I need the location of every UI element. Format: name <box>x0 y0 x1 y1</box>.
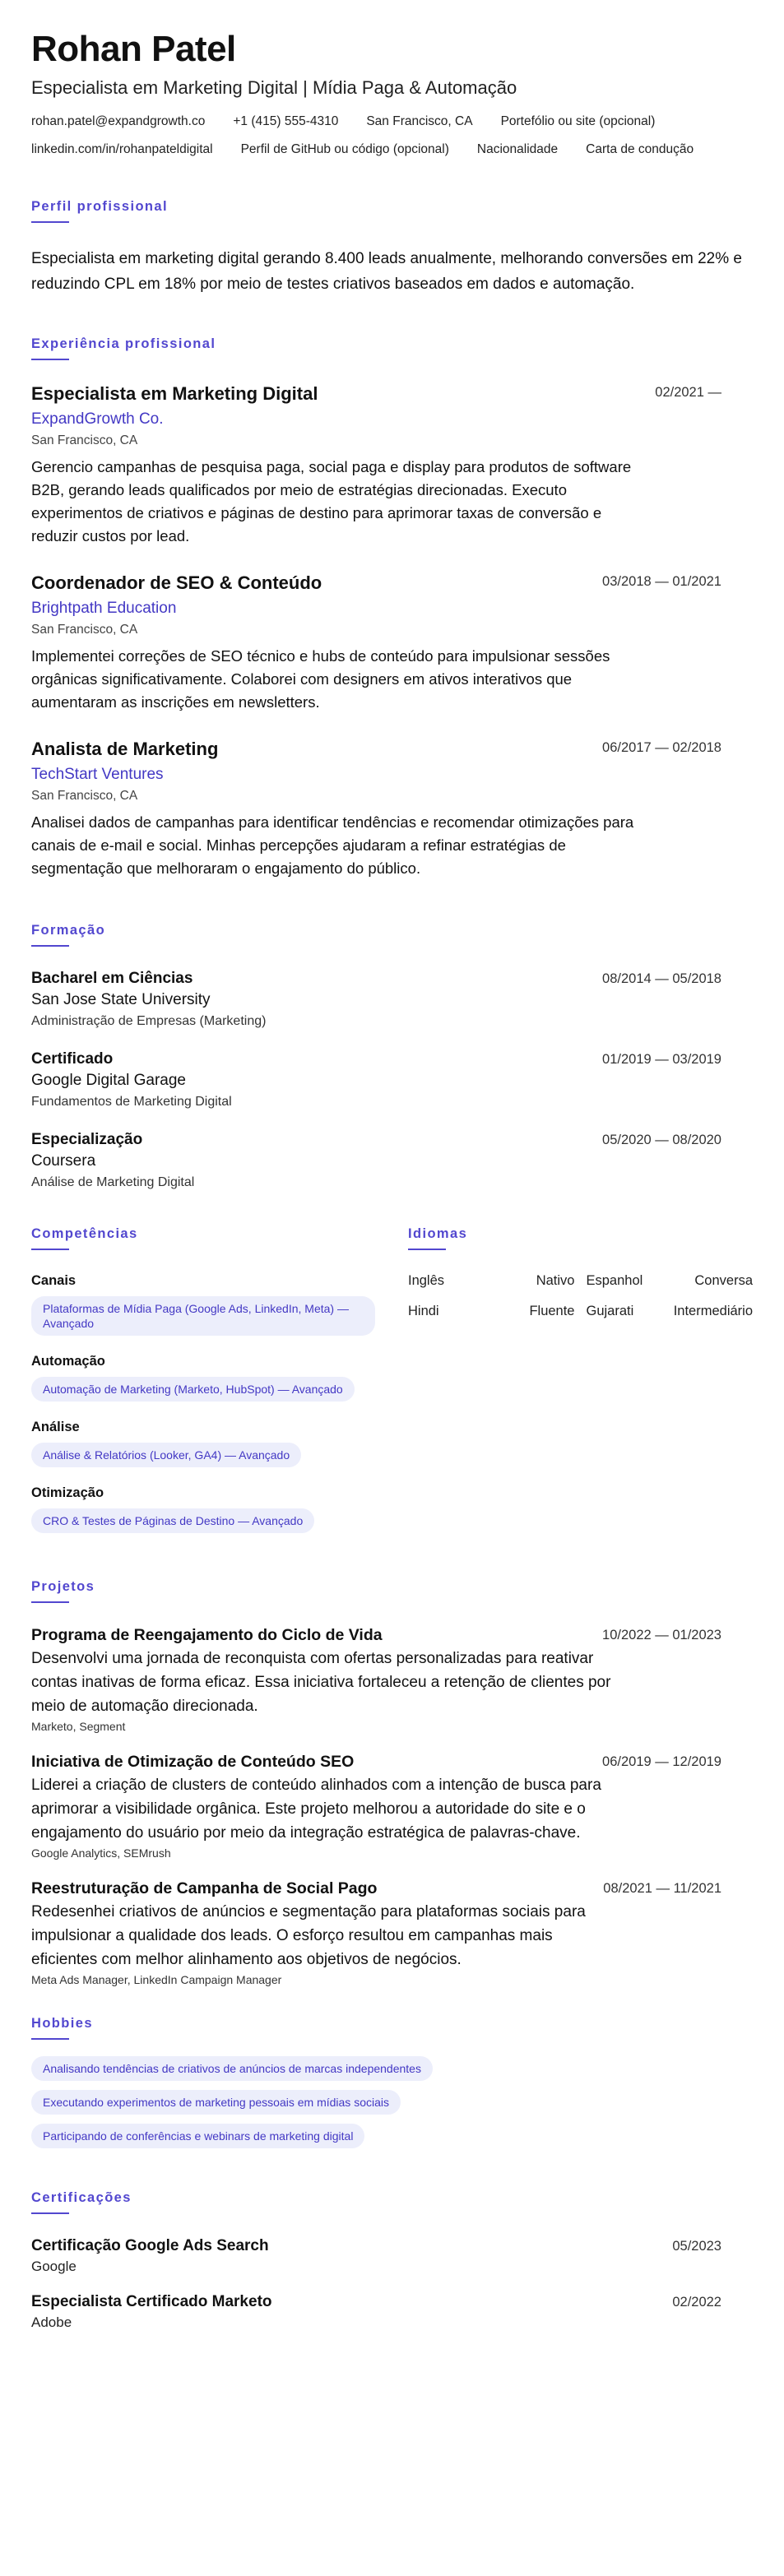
projects-section <box>31 1579 753 1986</box>
hobby-chip: Executando experimentos de marketing pessoais em mídias sociais <box>31 2090 401 2115</box>
experience-item <box>31 383 753 548</box>
section-divider <box>31 1249 69 1250</box>
language-item <box>408 1304 575 1319</box>
skill-chip: CRO & Testes de Páginas de Destino — Avançado <box>31 1508 314 1533</box>
skill-chip: Análise & Relatórios (Looker, GA4) — Avançado <box>31 1443 301 1467</box>
education-item <box>31 1131 753 1190</box>
job-description: Gerencio campanhas de pesquisa paga, social paga e display para produtos de software B2B, gerando leads qualificados por meio de estratégias direcionadas. Executo experimentos de criativos e páginas de destino para aprimorar taxas de conversão e reduzir custos por lead. <box>31 458 632 545</box>
education-dates: 05/2020 — 08/2020 <box>602 1133 721 1148</box>
project-item <box>31 1879 753 1986</box>
section-title: Perfil profissional <box>31 199 168 215</box>
skill-group <box>31 1485 408 1533</box>
skill-group <box>31 1354 408 1402</box>
project-dates: 06/2019 — 12/2019 <box>602 1754 721 1770</box>
resume-header <box>31 30 753 169</box>
education-dates: 08/2014 — 05/2018 <box>602 971 721 987</box>
project-description: Liderei a criação de clusters de conteúdo alinhados com a intenção de busca para aprimorar a visibilidade orgânica. Este projeto melhorou a autoridade do site e o engajamento do usuário por meio da integração estratégica de palavras-chave. <box>31 1777 601 1842</box>
language-level: Intermediário <box>673 1304 753 1319</box>
contact-email[interactable]: rohan.patel@expandgrowth.co <box>31 114 206 129</box>
contact-driving-license: Carta de condução <box>586 142 694 157</box>
project-dates: 10/2022 — 01/2023 <box>602 1628 721 1643</box>
skill-category: Análise <box>31 1420 80 1435</box>
hobby-list <box>31 2056 753 2157</box>
project-item <box>31 1753 753 1860</box>
school-name: Google Digital Garage <box>31 1072 186 1090</box>
certification-item <box>31 2293 753 2331</box>
skill-group <box>31 1420 408 1467</box>
hobby-chip: Analisando tendências de criativos de anúncios de marcas independentes <box>31 2056 433 2081</box>
company-name[interactable]: TechStart Ventures <box>31 766 164 784</box>
certification-issuer: Adobe <box>31 2314 72 2331</box>
skills-section <box>31 1226 408 1551</box>
degree: Especialização <box>31 1131 143 1149</box>
school-name: San Jose State University <box>31 991 211 1009</box>
language-level: Nativo <box>536 1273 575 1289</box>
school-name: Coursera <box>31 1152 96 1170</box>
section-divider <box>408 1249 446 1250</box>
company-name[interactable]: Brightpath Education <box>31 600 177 618</box>
contact-list <box>31 114 739 169</box>
experience-section <box>31 336 753 880</box>
experience-item <box>31 572 753 714</box>
project-dates: 08/2021 — 11/2021 <box>603 1881 721 1897</box>
project-title: Programa de Reengajamento do Ciclo de Vida <box>31 1626 383 1645</box>
certification-item <box>31 2237 753 2275</box>
languages-section <box>408 1226 753 1551</box>
section-title: Formação <box>31 923 106 938</box>
project-title: Reestruturação de Campanha de Social Pago <box>31 1879 378 1898</box>
skill-category: Automação <box>31 1354 105 1369</box>
company-name[interactable]: ExpandGrowth Co. <box>31 410 164 429</box>
section-title: Certificações <box>31 2190 132 2206</box>
certification-date: 02/2022 <box>672 2295 721 2310</box>
skill-category: Otimização <box>31 1485 104 1501</box>
field-of-study: Análise de Marketing Digital <box>31 1175 195 1190</box>
job-location: San Francisco, CA <box>31 789 138 804</box>
job-location: San Francisco, CA <box>31 433 138 448</box>
certifications-section <box>31 2190 753 2331</box>
contact-nationality: Nacionalidade <box>476 142 559 157</box>
job-description: Analisei dados de campanhas para identificar tendências e recomendar otimizações para canais de e-mail e social. Minhas percepções ajudaram a refinar estratégias de segmentação que melhoraram o engajamento do público. <box>31 813 634 878</box>
certification-date: 05/2023 <box>672 2239 721 2254</box>
section-title: Experiência profissional <box>31 336 216 352</box>
section-divider <box>31 359 69 360</box>
language-name: Gujarati <box>586 1304 634 1319</box>
skill-chip: Plataformas de Mídia Paga (Google Ads, LinkedIn, Meta) — Avançado <box>31 1296 375 1336</box>
section-divider <box>31 2212 69 2214</box>
project-description: Desenvolvi uma jornada de reconquista com ofertas personalizadas para reativar contas inativas de forma eficaz. Essa iniciativa fortaleceu a retenção de clientes por meio de automação direcionada. <box>31 1650 611 1716</box>
job-location: San Francisco, CA <box>31 623 138 637</box>
project-tools: Meta Ads Manager, LinkedIn Campaign Manager <box>31 1973 282 1987</box>
hobbies-section <box>31 2016 753 2157</box>
education-section <box>31 923 753 1190</box>
contact-phone[interactable]: +1 (415) 555-4310 <box>233 114 339 129</box>
education-dates: 01/2019 — 03/2019 <box>602 1052 721 1068</box>
education-item <box>31 1050 753 1110</box>
experience-dates: 02/2021 — <box>655 385 721 401</box>
experience-item <box>31 739 753 880</box>
candidate-name: Rohan Patel <box>31 29 236 69</box>
job-title: Coordenador de SEO & Conteúdo <box>31 572 322 594</box>
experience-dates: 06/2017 — 02/2018 <box>602 740 721 756</box>
language-level: Conversa <box>694 1273 753 1289</box>
language-item <box>587 1304 754 1319</box>
job-description: Implementei correções de SEO técnico e hubs de conteúdo para impulsionar sessões orgânicas significativamente. Colaborei com designers em ativos interativos que aumentaram as inscrições em newsletters. <box>31 647 610 711</box>
candidate-headline: Especialista em Marketing Digital | Mídia Paga & Automação <box>31 77 517 99</box>
skill-group <box>31 1273 408 1336</box>
section-title: Projetos <box>31 1579 95 1595</box>
field-of-study: Fundamentos de Marketing Digital <box>31 1095 232 1110</box>
language-level: Fluente <box>529 1304 575 1319</box>
skills-languages-row <box>31 1226 753 1551</box>
hobby-chip: Participando de conferências e webinars de marketing digital <box>31 2124 364 2148</box>
field-of-study: Administração de Empresas (Marketing) <box>31 1014 267 1029</box>
language-name: Espanhol <box>586 1273 643 1289</box>
section-title: Competências <box>31 1226 138 1242</box>
language-name: Hindi <box>408 1304 439 1319</box>
education-item <box>31 970 753 1029</box>
certification-name: Especialista Certificado Marketo <box>31 2293 272 2311</box>
project-description: Redesenhei criativos de anúncios e segmentação para plataformas sociais para impulsionar a qualidade dos leads. O esforço resultou em campanhas mais eficientes com melhor alinhamento aos objetivos de negócios. <box>31 1903 586 1969</box>
contact-portfolio[interactable]: Portefólio ou site (opcional) <box>500 114 656 129</box>
contact-github[interactable]: Perfil de GitHub ou código (opcional) <box>240 142 449 157</box>
degree: Certificado <box>31 1050 114 1068</box>
skill-category: Canais <box>31 1273 77 1289</box>
language-item <box>587 1273 754 1289</box>
section-divider <box>31 221 69 223</box>
contact-linkedin[interactable]: linkedin.com/in/rohanpateldigital <box>31 142 213 157</box>
section-divider <box>31 1601 69 1603</box>
summary-text: Especialista em marketing digital gerando 8.400 leads anualmente, melhorando conversões em 22% e reduzindo CPL em 18% por meio de testes criativos baseados em dados e automação. <box>31 250 742 294</box>
section-title: Idiomas <box>408 1226 468 1242</box>
skill-chip: Automação de Marketing (Marketo, HubSpot) — Avançado <box>31 1377 355 1402</box>
language-item <box>408 1273 575 1289</box>
project-tools: Google Analytics, SEMrush <box>31 1846 171 1860</box>
certification-issuer: Google <box>31 2259 77 2275</box>
certification-name: Certificação Google Ads Search <box>31 2237 269 2255</box>
project-item <box>31 1626 753 1733</box>
section-title: Hobbies <box>31 2016 93 2032</box>
section-divider <box>31 2038 69 2040</box>
language-list <box>408 1273 753 1319</box>
experience-dates: 03/2018 — 01/2021 <box>602 574 721 590</box>
summary-section <box>31 199 753 297</box>
job-title: Especialista em Marketing Digital <box>31 383 318 405</box>
job-title: Analista de Marketing <box>31 739 219 760</box>
section-divider <box>31 945 69 947</box>
project-title: Iniciativa de Otimização de Conteúdo SEO <box>31 1753 355 1772</box>
project-tools: Marketo, Segment <box>31 1720 126 1734</box>
language-name: Inglês <box>408 1273 445 1289</box>
degree: Bacharel em Ciências <box>31 970 193 988</box>
contact-location: San Francisco, CA <box>366 114 473 129</box>
